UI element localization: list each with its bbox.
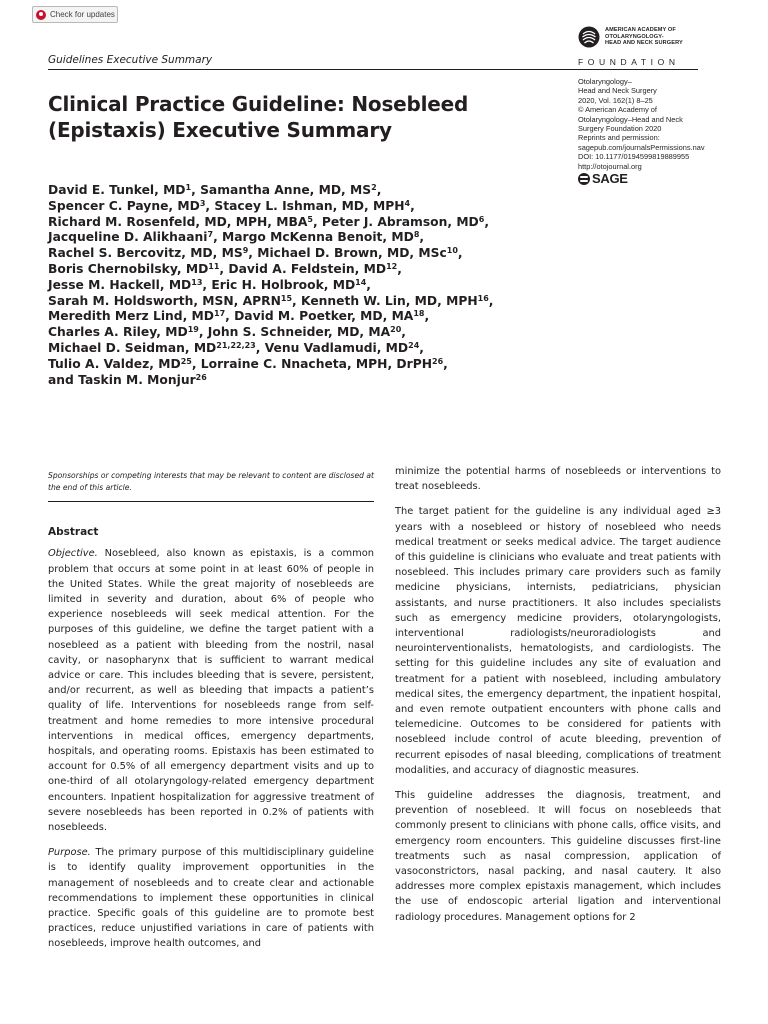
check-for-updates-button[interactable] <box>32 6 118 23</box>
author-affiliation: 20 <box>390 325 402 335</box>
author-affiliation: 24 <box>408 340 420 350</box>
author-affiliation: 13 <box>191 277 203 287</box>
sage-label: SAGE <box>592 171 628 187</box>
crossmark-icon <box>36 10 46 20</box>
sponsorship-rule <box>48 501 374 502</box>
meta-line: Surgery Foundation 2020 <box>578 124 662 134</box>
meta-line: Otolaryngology– <box>578 77 632 86</box>
journal-meta <box>578 77 728 185</box>
article-title <box>48 91 568 143</box>
meta-line: Otolaryngology–Head and Neck <box>578 114 683 124</box>
right-column <box>395 464 721 925</box>
meta-line: 2020, Vol. 162(1) 8–25 <box>578 95 653 105</box>
running-head: Guidelines Executive Summary <box>48 54 213 66</box>
aao-hns-logo <box>578 26 702 48</box>
author: Stacey L. Ishman, MD, MPH <box>214 198 405 213</box>
author: Rachel S. Bercovitz, MD, MS <box>48 246 243 261</box>
author: Charles A. Riley, MD <box>48 325 188 340</box>
objective-text: Nosebleed, also known as epistaxis, is a common problem that occurs at some point in at least 60% of people in the United States. While the great majority of nosebleeds are limited in severity and duration, about 6% of people who experience nosebleeds will seek medical attention. For the purposes of this guideline, we define the target patient with a nosebleed as a patient with bleeding from the nostril, nasal cavity, or nasopharynx that is sufficient to warrant medical advice or care. This includes bleeding that is severe, persistent, and/or recurrent, as well as bleeding that impacts a patient’s quality of life. Interventions for nosebleeds range from self-treatment and home remedies to more intensive procedural interventions in medical offices, emergency departments, hospitals, and operating rooms. Epistaxis has been estimated to account for 0.5% of all emergency department visits and up to one-third of all otolaryngology-related emergency department encounters. Inpatient hospitalization for aggressive treatment of severe nosebleeds has been reported in 0.2% of patients with nosebleeds. <box>48 548 374 834</box>
author-affiliation: 18 <box>413 309 425 319</box>
author-affiliation: 17 <box>214 309 226 319</box>
author-list: David E. Tunkel, $MD^1$, Samantha Anne, MD, $MS^2$, Spencer C. Payne, $MD^3$, Stacey L. Ishman, MD, MPH$^4$, Richard M. Rosenfeld, MD, MPH, MBA$^5$, Peter J. Abramson, $MD^6$, Jacqueline D. Alikhaani$^7$, Margo McKenna Benoit, $MD^8$, Rachel S. Bercovitz, MD, $MS^9$, Michael D. Brown, MD, MSc$^{10}$, Boris Chernobilsky, MD$^{11}$, David A. Feldstein, MD$^{12}$, Jesse M. Hackell, MD$^{13}$, Eric H. Holbrook, MD$^{14}$, Sarah M. Holdsworth, MSN, APRN$^{15}$, Kenneth W. Lin, MD, MPH$^{16}$, Meredith Merz Lind, MD$^{17}$, David M. Poetker, MD, MA$^{18}$, Charles A. Riley, MD$^{19}$, John S. Schneider, MD, MA$^{20}$, Michael D. Seidman, MD$^{21,22,23}$, Venu Vadlamudi, MD$^{24}$, Tulio A. Valdez, MD$^{25}$, Lorraine C. Nnacheta, MPH, DrPH$^{26}$, and Taskin M. Monjur$^{26}$ <box>48 183 494 387</box>
author: Eric H. Holbrook, MD <box>211 277 356 292</box>
author-affiliation: 5 <box>307 214 313 224</box>
author-affiliation: 16 <box>477 293 489 303</box>
author-affiliation: 4 <box>404 198 411 208</box>
meta-line: Head and Neck Surgery <box>578 86 657 96</box>
meta-line: Reprints and permission: <box>578 133 660 143</box>
left-column <box>48 470 374 952</box>
logo-line: HEAD AND NECK SURGERY <box>605 40 683 47</box>
author-affiliation: 21,22,23 <box>216 340 256 350</box>
body-paragraph: minimize the potential harms of nosebleeds or interventions to treat nosebleeds. <box>395 466 721 493</box>
author: Tulio A. Valdez, MD <box>48 356 181 371</box>
author-affiliation: 2 <box>371 183 377 192</box>
author: Peter J. Abramson, MD <box>321 214 479 229</box>
author: David A. Feldstein, MD <box>228 261 387 276</box>
author: Spencer C. Payne, MD <box>48 198 200 213</box>
title-line-1: Clinical Practice Guideline: Nosebleed <box>48 92 469 116</box>
author: Jacqueline D. Alikhaani <box>48 230 208 245</box>
author: Lorraine C. Nnacheta, MPH, DrPH <box>200 356 432 371</box>
purpose-text: The primary purpose of this multidisciplinary guideline is to identify quality improvement opportunities in the management of nosebleeds and to create clear and actionable recommendations to implement these opportunities in clinical practice. Specific goals of this guideline are to promote best practices, reduce unjustified variations in care of patients with nosebleeds, improve health outcomes, and <box>48 847 374 950</box>
author: Meredith Merz Lind, MD <box>48 309 214 324</box>
author-affiliation: 1 <box>185 183 192 192</box>
purpose-label: Purpose. <box>48 847 91 859</box>
abstract-heading: Abstract <box>48 526 99 539</box>
author: John S. Schneider, MD, MA <box>207 325 391 340</box>
meta-line: © American Academy of <box>578 105 657 115</box>
title-line-2: (Epistaxis) Executive Summary <box>48 118 392 142</box>
author-affiliation: 19 <box>187 325 199 335</box>
author: Michael D. Brown, MD, MSc <box>257 246 447 261</box>
author: David M. Poetker, MD, MA <box>234 309 414 324</box>
logo-line: AMERICAN ACADEMY OF <box>605 27 676 34</box>
author-affiliation: 26 <box>432 356 444 366</box>
abstract-objective <box>48 546 374 835</box>
author: Samantha Anne, MD, MS <box>200 183 372 197</box>
author: Michael D. Seidman, MD <box>48 340 217 355</box>
author-affiliation: 8 <box>413 230 420 240</box>
author-affiliation: 9 <box>242 246 249 256</box>
author-affiliation: 11 <box>208 261 220 271</box>
body-paragraph: This guideline addresses the diagnosis, treatment, and prevention of nosebleed. It will focus on nosebleeds that commonly present to clinicians with phone calls, office visits, and emergency room encounters. This guideline discusses first-line treatments such as nasal compression, application of vasoconstrictors, nasal packing, and nasal cautery. It also addresses more complex epistaxis management, which includes the use of endoscopic arterial ligation and interventional radiology procedures. Management options for 2 <box>395 790 721 923</box>
abstract-purpose <box>48 845 374 951</box>
author-affiliation: 10 <box>446 246 458 256</box>
author: Jesse M. Hackell, MD <box>48 277 192 292</box>
logo-foundation: FOUNDATION <box>578 57 680 67</box>
author-affiliation: 12 <box>386 261 398 271</box>
body-paragraph: The target patient for the guideline is any individual aged ≥3 years with a nosebleed or history of nosebleed who needs medical treatment or seeks medical advice. The target audience of this guideline is clinicians who evaluate and treat patients with nosebleed. This includes primary care providers such as family medicine physicians, internists, pediatricians, physician assistants, and nurse practitioners. It also includes specialists such as emergency medicine providers, otolaryngologists, interventional radiologists/neuroradiologists and neurointerventionalists, hematologists, and cardiologists. The setting for this guideline includes any site of evaluation and treatment for a patient with nosebleed, including ambulatory medical sites, the emergency department, the inpatient hospital, and even remote outpatient encounters with phone calls and telemedicine. Outcomes to be considered for patients with nosebleed include control of acute bleeding, prevention of recurrent episodes of nasal bleeding, complications of treatment modalities, and accuracy of diagnostic measures. <box>395 506 721 776</box>
author: Richard M. Rosenfeld, MD, MPH, MBA <box>48 214 308 229</box>
sponsorship-note: Sponsorships or competing interests that may be relevant to content are disclosed at the end of this article. <box>48 471 374 493</box>
aao-hns-emblem-icon <box>578 26 600 48</box>
objective-label: Objective. <box>48 548 98 560</box>
author-affiliation: 7 <box>207 230 214 240</box>
author-affiliation: 15 <box>280 293 293 303</box>
meta-line[interactable]: DOI: 10.1177/0194599819889955 <box>578 152 690 162</box>
author: Venu Vadlamudi, MD <box>264 340 409 355</box>
author: Boris Chernobilsky, MD <box>48 261 209 276</box>
author: Kenneth W. Lin, MD, MPH <box>301 293 478 308</box>
author-affiliation: 3 <box>199 198 206 208</box>
header-rule <box>48 69 698 70</box>
sage-icon <box>578 173 590 185</box>
author-affiliation: 14 <box>355 277 367 287</box>
author-affiliation: 6 <box>478 214 485 224</box>
author: Sarah M. Holdsworth, MSN, APRN <box>48 293 281 308</box>
meta-line[interactable]: sagepub.com/journalsPermissions.nav <box>578 142 705 152</box>
logo-line: OTOLARYNGOLOGY- <box>605 33 664 40</box>
author: Margo McKenna Benoit, MD <box>222 230 414 245</box>
author-affiliation: 25 <box>180 356 192 366</box>
author: and Taskin M. Monjur <box>48 372 196 387</box>
sage-logo <box>578 173 728 185</box>
author: David E. Tunkel, MD <box>48 183 186 197</box>
author-affiliation: 26 <box>195 372 207 382</box>
meta-line[interactable]: http://otojournal.org <box>578 161 642 171</box>
check-for-updates-label: Check for updates <box>50 10 115 19</box>
